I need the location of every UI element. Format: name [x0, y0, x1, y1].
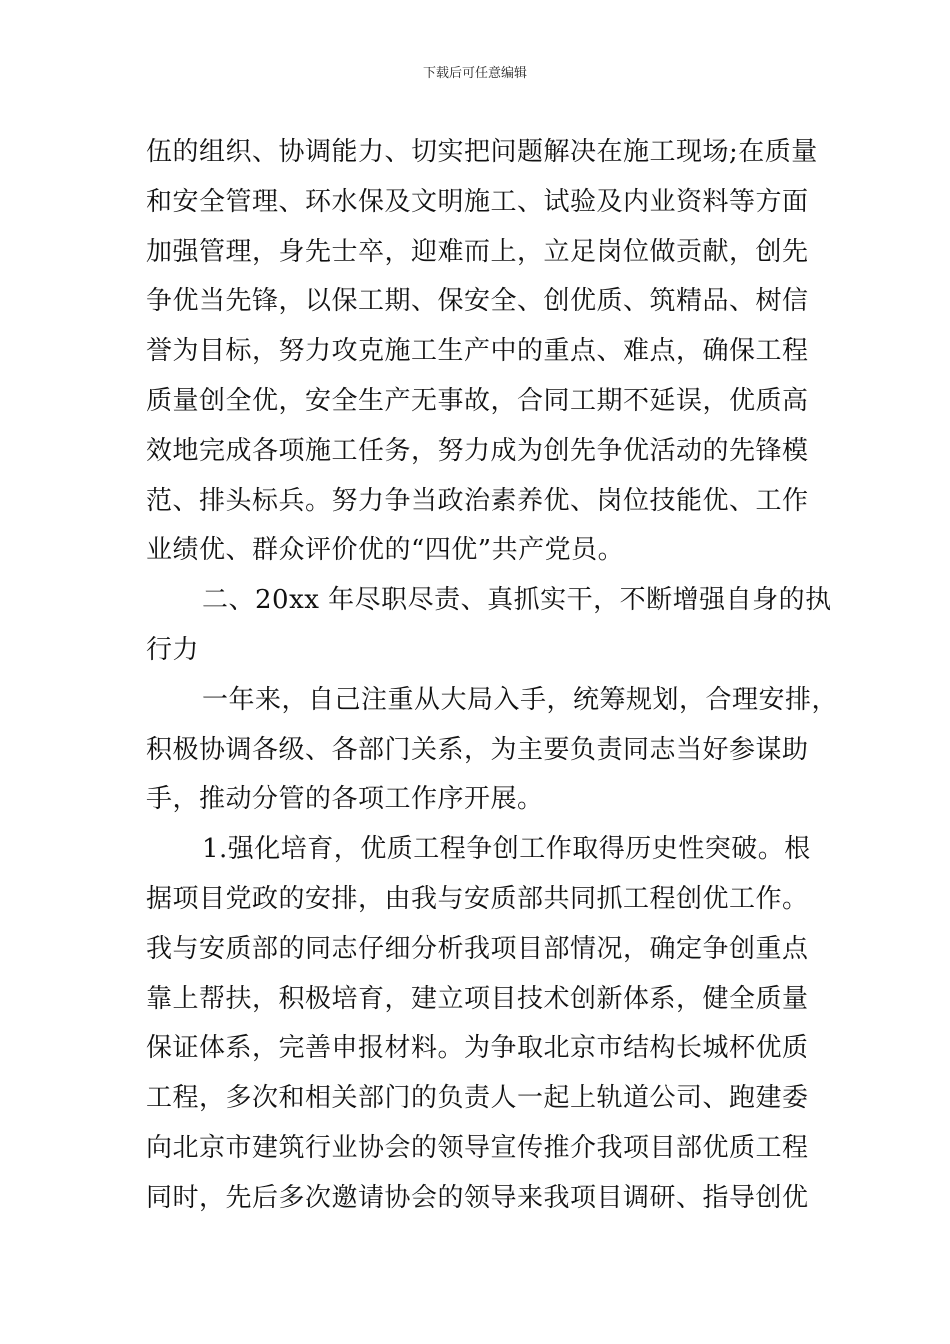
text-line: 质量创全优，安全生产无事故，合同工期不延误，优质高 [146, 385, 809, 416]
page-header-note: 下载后可任意编辑 [422, 66, 527, 81]
section-heading-line: 二、20xx 年尽职尽责、真抓实干，不断增强自身的执 [202, 585, 832, 616]
paragraph-first-line: 1.强化培育，优质工程争创工作取得历史性突破。根 [202, 834, 811, 865]
text-line: 业绩优、群众评价优的“四优”共产党员。 [146, 535, 625, 566]
text-line: 工程，多次和相关部门的负责人一起上轨道公司、跑建委 [146, 1083, 809, 1114]
text-line: 我与安质部的同志仔细分析我项目部情况，确定争创重点 [146, 933, 809, 964]
text-line: 据项目党政的安排，由我与安质部共同抓工程创优工作。 [146, 883, 809, 914]
text-line: 加强管理，身先士卒，迎难而上，立足岗位做贡献，创先 [146, 236, 809, 267]
section-heading-line: 行力 [146, 634, 200, 665]
text-line: 同时，先后多次邀请协会的领导来我项目调研、指导创优 [146, 1182, 809, 1213]
text-line: 争优当先锋，以保工期、保安全、创优质、筑精品、树信 [146, 286, 809, 317]
text-line: 保证体系，完善申报材料。为争取北京市结构长城杯优质 [146, 1033, 809, 1064]
text-line: 伍的组织、协调能力、切实把问题解决在施工现场;在质量 [146, 137, 818, 167]
text-line: 向北京市建筑行业协会的领导宣传推介我项目部优质工程 [146, 1132, 809, 1163]
text-line: 和安全管理、环水保及文明施工、试验及内业资料等方面 [146, 186, 809, 217]
text-line: 手，推动分管的各项工作序开展。 [146, 784, 544, 815]
text-line: 靠上帮扶，积极培育，建立项目技术创新体系，健全质量 [146, 983, 809, 1014]
text-line: 誉为目标，努力攻克施工生产中的重点、难点，确保工程 [146, 336, 809, 367]
text-line: 范、排头标兵。努力争当政治素养优、岗位技能优、工作 [146, 485, 809, 516]
document-body [146, 128, 839, 1224]
text-line: 效地完成各项施工任务，努力成为创先争优活动的先锋模 [146, 435, 809, 466]
paragraph-first-line: 一年来，自己注重从大局入手，统筹规划，合理安排， [202, 684, 839, 715]
text-line: 积极协调各级、各部门关系，为主要负责同志当好参谋助 [146, 734, 809, 765]
